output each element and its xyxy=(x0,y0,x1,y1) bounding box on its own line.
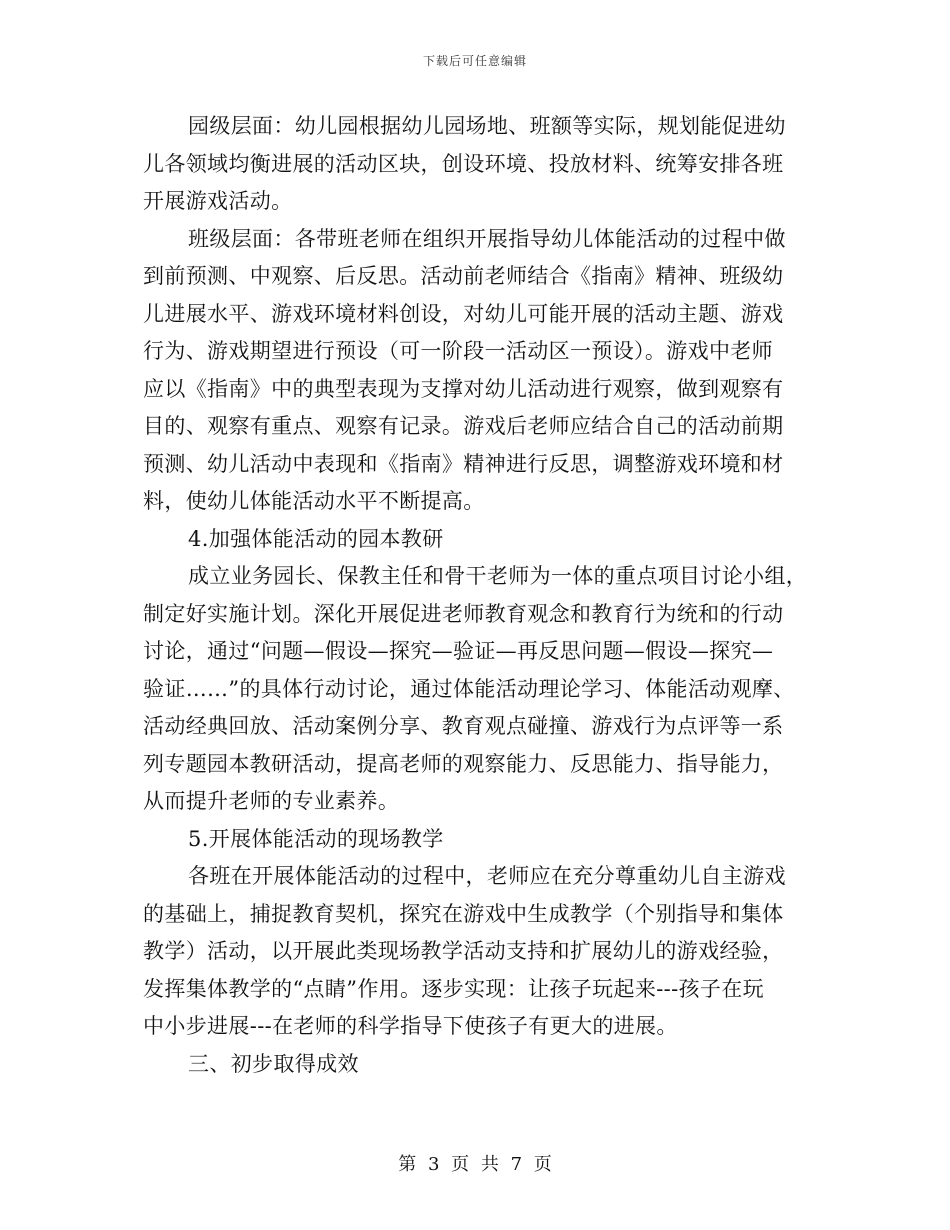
section-heading: 4.加强体能活动的园本教研 xyxy=(188,526,444,551)
paragraph-line: 活动经典回放、活动案例分享、教育观点碰撞、游戏行为点评等一系 xyxy=(143,714,784,738)
paragraph-line: 料，使幼儿体能活动水平不断提高。 xyxy=(143,489,485,513)
paragraph-line: 教学）活动，以开展此类现场教学活动支持和扩展幼儿的游戏经验， xyxy=(143,939,784,963)
paragraph-line: 目的、观察有重点、观察有记录。游戏后老师应结合自己的活动前期 xyxy=(143,414,784,438)
paragraph-line: 从而提升老师的专业素养。 xyxy=(143,789,400,813)
paragraph-line: 开展游戏活动。 xyxy=(143,189,293,213)
paragraph-line: 的基础上，捕捉教育契机，探究在游戏中生成教学（个别指导和集体 xyxy=(143,901,784,926)
paragraph-line: 行为、游戏期望进行预设（可一阶段一活动区一预设）。游戏中老师 xyxy=(143,339,773,363)
paragraph-line: 到前预测、中观察、后反思。活动前老师结合《指南》精神、班级幼 xyxy=(143,264,784,288)
paragraph-line: 中小步进展---在老师的科学指导下使孩子有更大的进展。 xyxy=(143,1014,678,1038)
page-footer: 第 3 页 共 7 页 xyxy=(398,1154,552,1175)
section-heading: 三、初步取得成效 xyxy=(188,1051,359,1076)
paragraph-line: 儿进展水平、游戏环境材料创设，对幼儿可能开展的活动主题、游戏 xyxy=(143,301,784,326)
paragraph-line: 讨论，通过“问题—假设—探究—验证—再反思问题—假设—探究— xyxy=(143,639,774,663)
paragraph-line: 各班在开展体能活动的过程中，老师应在充分尊重幼儿自主游戏 xyxy=(188,864,786,888)
paragraph-line: 制定好实施计划。深化开展促进老师教育观念和教育行为统和的行动 xyxy=(143,601,784,626)
paragraph-line: 验证……”的具体行动讨论，通过体能活动理论学习、体能活动观摩、 xyxy=(143,676,795,701)
paragraph-line: 儿各领域均衡进展的活动区块，创设环境、投放材料、统筹安排各班 xyxy=(143,151,784,176)
page-header: 下载后可任意编辑 xyxy=(422,54,527,68)
paragraph-line: 发挥集体教学的“点睛”作用。逐步实现：让孩子玩起来---孩子在玩 xyxy=(143,976,764,1001)
paragraph-line: 应以《指南》中的典型表现为支撑对幼儿活动进行观察，做到观察有 xyxy=(143,376,784,401)
paragraph-line: 园级层面：幼儿园根据幼儿园场地、班额等实际，规划能促进幼 xyxy=(188,114,786,138)
document-body xyxy=(143,108,813,1083)
section-heading: 5.开展体能活动的现场教学 xyxy=(188,826,444,851)
paragraph-line: 成立业务园长、保教主任和骨干老师为一体的重点项目讨论小组， xyxy=(188,564,808,588)
paragraph-line: 班级层面：各带班老师在组织开展指导幼儿体能活动的过程中做 xyxy=(188,226,786,251)
paragraph-line: 列专题园本教研活动，提高老师的观察能力、反思能力、指导能力， xyxy=(143,751,784,776)
paragraph-line: 预测、幼儿活动中表现和《指南》精神进行反思，调整游戏环境和材 xyxy=(143,451,784,476)
